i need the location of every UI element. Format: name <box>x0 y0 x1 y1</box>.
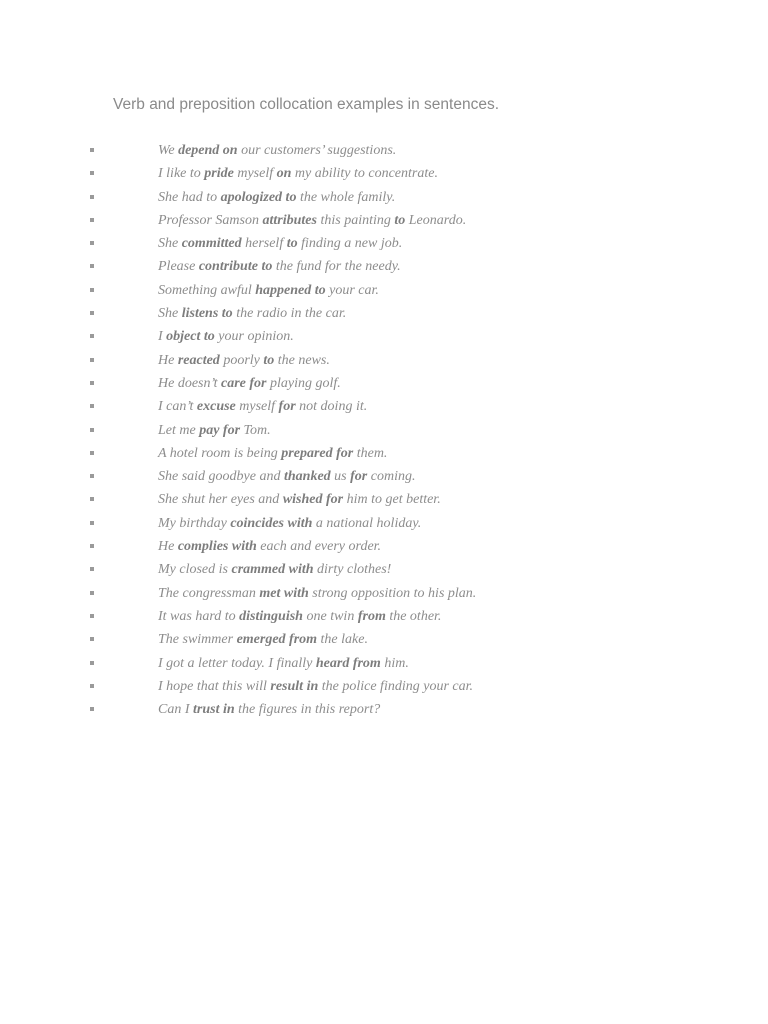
sentence-text: my ability to concentrate. <box>291 166 438 182</box>
example-sentence <box>158 488 441 511</box>
list-item <box>0 652 768 675</box>
collocation-phrase: reacted <box>177 352 220 368</box>
sentence-text: the news. <box>274 352 330 368</box>
example-sentence <box>158 698 380 721</box>
sentence-text: strong opposition to his plan. <box>308 585 477 601</box>
example-sentence <box>158 419 271 442</box>
sentence-text: I got a letter today. I finally <box>158 655 316 671</box>
sentence-text: I like to <box>158 166 205 182</box>
collocation-phrase: listens to <box>181 306 233 322</box>
list-item <box>0 442 768 465</box>
list-item <box>0 372 768 395</box>
example-sentence <box>158 652 409 675</box>
sentence-text: the police finding your car. <box>318 678 474 694</box>
example-sentence <box>158 279 379 302</box>
sentence-text: Professor Samson <box>158 212 263 228</box>
sentence-text: He <box>158 352 178 368</box>
sentence-text: Something awful <box>158 282 256 298</box>
square-bullet-icon <box>90 381 94 385</box>
example-sentence <box>158 628 368 651</box>
sentence-list <box>0 139 768 721</box>
collocation-phrase: to <box>286 236 298 252</box>
list-item <box>0 349 768 372</box>
sentence-text: poorly <box>219 352 264 368</box>
collocation-phrase: on <box>276 166 292 182</box>
sentence-text: this painting <box>316 212 395 228</box>
list-item <box>0 325 768 348</box>
list-item <box>0 139 768 162</box>
collocation-phrase: from <box>357 608 386 624</box>
sentence-text: the lake. <box>317 632 368 648</box>
list-item <box>0 209 768 232</box>
collocation-phrase: to <box>263 352 275 368</box>
sentence-text: myself <box>233 166 277 182</box>
square-bullet-icon <box>90 218 94 222</box>
square-bullet-icon <box>90 661 94 665</box>
square-bullet-icon <box>90 311 94 315</box>
sentence-text: the fund for the needy. <box>272 259 401 275</box>
collocation-phrase: object to <box>166 329 215 345</box>
square-bullet-icon <box>90 334 94 338</box>
collocation-phrase: prepared for <box>281 445 354 461</box>
sentence-text: the figures in this report? <box>234 702 381 718</box>
example-sentence <box>158 558 391 581</box>
list-item <box>0 279 768 302</box>
sentence-text: us <box>330 469 351 485</box>
square-bullet-icon <box>90 428 94 432</box>
square-bullet-icon <box>90 171 94 175</box>
sentence-text: She said goodbye and <box>158 469 284 485</box>
sentence-text: My closed is <box>158 562 232 578</box>
list-item <box>0 582 768 605</box>
collocation-phrase: committed <box>181 236 242 252</box>
example-sentence <box>158 465 415 488</box>
list-item <box>0 419 768 442</box>
example-sentence <box>158 605 441 628</box>
list-item <box>0 255 768 278</box>
list-item <box>0 302 768 325</box>
square-bullet-icon <box>90 497 94 501</box>
example-sentence <box>158 349 330 372</box>
list-item <box>0 535 768 558</box>
square-bullet-icon <box>90 264 94 268</box>
collocation-phrase: care for <box>221 375 267 391</box>
square-bullet-icon <box>90 684 94 688</box>
sentence-text: She shut her eyes and <box>158 492 283 508</box>
sentence-text: She <box>158 306 182 322</box>
square-bullet-icon <box>90 451 94 455</box>
example-sentence <box>158 512 421 535</box>
list-item <box>0 558 768 581</box>
list-item <box>0 395 768 418</box>
example-sentence <box>158 255 401 278</box>
example-sentence <box>158 535 381 558</box>
sentence-text: I <box>158 329 167 345</box>
list-item <box>0 186 768 209</box>
sentence-text: Tom. <box>240 422 271 438</box>
list-item <box>0 465 768 488</box>
collocation-phrase: distinguish <box>239 608 303 624</box>
sentence-text: playing golf. <box>266 375 341 391</box>
sentence-text: the radio in the car. <box>232 306 347 322</box>
collocation-phrase: coincides with <box>230 515 313 531</box>
sentence-text: the other. <box>385 608 442 624</box>
sentence-text: She <box>158 236 182 252</box>
list-item <box>0 488 768 511</box>
list-item <box>0 512 768 535</box>
example-sentence <box>158 232 402 255</box>
sentence-text: My birthday <box>158 515 231 531</box>
square-bullet-icon <box>90 474 94 478</box>
collocation-phrase: result in <box>270 678 319 694</box>
sentence-text: We <box>158 143 179 158</box>
sentence-text: He doesn’t <box>158 375 221 391</box>
collocation-phrase: met with <box>259 585 309 601</box>
sentence-text: myself <box>235 399 279 415</box>
collocation-phrase: trust in <box>193 702 235 718</box>
square-bullet-icon <box>90 544 94 548</box>
square-bullet-icon <box>90 358 94 362</box>
sentence-text: Please <box>158 259 199 275</box>
sentence-text: not doing it. <box>295 399 368 415</box>
sentence-text: dirty clothes! <box>313 562 392 578</box>
collocation-phrase: thanked <box>283 469 331 485</box>
list-item <box>0 698 768 721</box>
collocation-phrase: for <box>278 399 296 415</box>
collocation-phrase: attributes <box>262 212 317 228</box>
page-title: Verb and preposition collocation examples in sentences. <box>113 96 500 113</box>
collocation-phrase: to <box>394 212 406 228</box>
sentence-text: I can’t <box>158 399 197 415</box>
square-bullet-icon <box>90 707 94 711</box>
square-bullet-icon <box>90 637 94 641</box>
sentence-text: The swimmer <box>158 632 237 648</box>
square-bullet-icon <box>90 404 94 408</box>
collocation-phrase: wished for <box>282 492 344 508</box>
sentence-text: It was hard to <box>158 608 240 624</box>
collocation-phrase: heard from <box>315 655 381 671</box>
example-sentence <box>158 582 476 605</box>
collocation-phrase: complies with <box>177 539 257 555</box>
collocation-phrase: pay for <box>199 422 241 438</box>
sentence-text: a national holiday. <box>312 515 422 531</box>
collocation-phrase: depend on <box>178 143 238 158</box>
square-bullet-icon <box>90 591 94 595</box>
sentence-text: them. <box>353 445 388 461</box>
example-sentence <box>158 395 367 418</box>
collocation-phrase: excuse <box>196 399 236 415</box>
list-item <box>0 605 768 628</box>
sentence-text: Let me <box>158 422 200 438</box>
collocation-phrase: apologized to <box>220 189 297 205</box>
square-bullet-icon <box>90 567 94 571</box>
sentence-text: one twin <box>302 608 358 624</box>
list-item <box>0 162 768 185</box>
square-bullet-icon <box>90 195 94 199</box>
sentence-text: He <box>158 539 178 555</box>
list-item <box>0 628 768 651</box>
sentence-text: I hope that this will <box>158 678 271 694</box>
sentence-text: your car. <box>325 282 379 298</box>
example-sentence <box>158 302 346 325</box>
collocation-phrase: happened to <box>255 282 326 298</box>
sentence-text: A hotel room is being <box>158 445 282 461</box>
square-bullet-icon <box>90 521 94 525</box>
example-sentence <box>158 442 387 465</box>
example-sentence <box>158 372 341 395</box>
collocation-phrase: for <box>350 469 368 485</box>
sentence-text: The congressman <box>158 585 260 601</box>
sentence-text: him. <box>380 655 409 671</box>
square-bullet-icon <box>90 614 94 618</box>
sentence-text: your opinion. <box>214 329 294 345</box>
example-sentence <box>158 139 396 162</box>
example-sentence <box>158 186 395 209</box>
sentence-text: him to get better. <box>343 492 441 508</box>
sentence-text: finding a new job. <box>297 236 403 252</box>
sentence-text: Can I <box>158 702 193 718</box>
sentence-text: herself <box>241 236 287 252</box>
example-sentence <box>158 209 466 232</box>
square-bullet-icon <box>90 288 94 292</box>
example-sentence <box>158 675 473 698</box>
collocation-phrase: emerged from <box>236 632 318 648</box>
sentence-text: the whole family. <box>296 189 396 205</box>
square-bullet-icon <box>90 241 94 245</box>
square-bullet-icon <box>90 148 94 152</box>
sentence-text: She had to <box>158 189 221 205</box>
collocation-phrase: pride <box>204 166 234 182</box>
sentence-text: our customers’ suggestions. <box>237 143 397 158</box>
sentence-text: each and every order. <box>256 539 382 555</box>
list-item <box>0 675 768 698</box>
list-item <box>0 232 768 255</box>
sentence-text: Leonardo. <box>405 212 467 228</box>
collocation-phrase: contribute to <box>198 259 273 275</box>
collocation-phrase: crammed with <box>231 562 314 578</box>
sentence-text: coming. <box>367 469 416 485</box>
example-sentence <box>158 325 294 348</box>
example-sentence <box>158 162 438 185</box>
